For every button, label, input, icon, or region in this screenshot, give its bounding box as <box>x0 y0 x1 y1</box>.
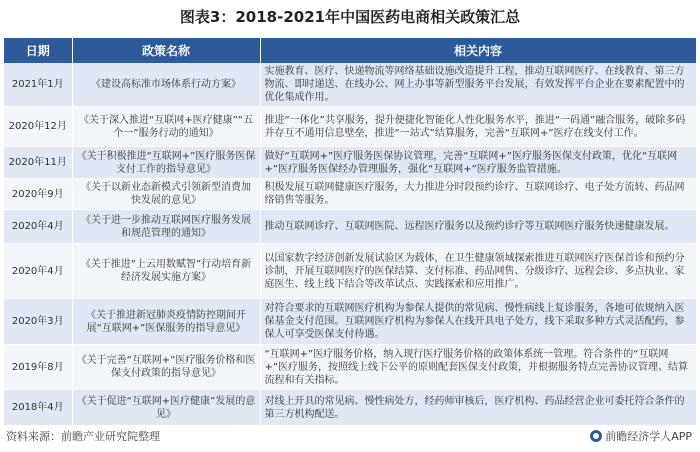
brand-name: 前瞻经济学人APP <box>605 430 692 443</box>
row-policy-name: 《关于完善“互联网+”医疗服务价格和医保支付政策的指导意见》 <box>72 345 260 390</box>
row-policy-name: 《关于促进“互联网+医疗健康”发展的意见》 <box>72 390 260 426</box>
row-date: 2020年3月 <box>4 299 72 345</box>
row-date: 2020年4月 <box>4 244 72 299</box>
table-header-row <box>4 38 696 63</box>
page-title: 图表3：2018-2021年中国医药电商相关政策汇总 <box>179 8 521 26</box>
source-note: 资料来源：前瞻产业研究院整理 <box>6 430 160 443</box>
table-row <box>4 390 696 426</box>
row-policy-name: 《关于深入推进“互联网+医疗健康”“五个一”服务行动的通知》 <box>72 107 260 147</box>
table-row <box>4 244 696 299</box>
row-content: 推进“一体化”共享服务，提升便捷化智能化人性化服务水平，推进“一码通”融合服务，破除多码并存互不通用信息壁垒，推进“一站式”结算服务，完善“互联网+”医疗在线支付工作。 <box>260 107 696 147</box>
qianzhan-logo-icon <box>590 430 602 442</box>
row-content: “互联网+”医疗服务价格，纳入现行医疗服务价格的政策体系统一管理。符合条件的“互联网+”医疗服务，按照线上线下公平的原则配套医保支付政策，并根据服务特点完善协议管理、结算流程和有关指标。 <box>260 345 696 390</box>
row-date: 2020年12月 <box>4 107 72 147</box>
row-content: 对线上开具的常见病、慢性病处方，经药师审核后，医疗机构、药品经营企业可委托符合条件的第三方机构配送。 <box>260 390 696 426</box>
row-date: 2019年8月 <box>4 345 72 390</box>
row-policy-name: 《关于以新业态新模式引领新型消费加快发展的意见》 <box>72 179 260 210</box>
row-date: 2020年11月 <box>4 147 72 179</box>
row-policy-name: 《关于推进新冠肺炎疫情防控期间开展“互联网+”医保服务的指导意见》 <box>72 299 260 345</box>
table-row <box>4 210 696 244</box>
table-row <box>4 345 696 390</box>
row-date: 2020年4月 <box>4 210 72 244</box>
header-policy-name: 政策名称 <box>72 38 260 63</box>
row-policy-name: 《关于进一步推动互联网医疗服务发展和规范管理的通知》 <box>72 210 260 244</box>
row-content: 实施教育、医疗、快递物流等网络基础设施改造提升工程，推动互联网医疗、在线教育、第三方物流、即时递送、在线办公、网上办事等新型服务平台发展，有效发挥平台企业在要素配置中的优化集成作用。 <box>260 63 696 107</box>
row-content: 以国家数字经济创新发展试验区为载体，在卫生健康领域探索推进互联网医疗医保首诊和预约分诊制，开展互联网医疗的医保结算、支付标准、药品网售、分级诊疗、远程会诊、多点执业、家庭医生、线上线下结合等改革试点、实践探索和应用推广。 <box>260 244 696 299</box>
header-content: 相关内容 <box>260 38 696 63</box>
table-row <box>4 63 696 107</box>
policy-table <box>4 38 697 426</box>
row-policy-name: 《建设高标准市场体系行动方案》 <box>72 63 260 107</box>
brand-credit <box>590 428 692 444</box>
row-date: 2018年4月 <box>4 390 72 426</box>
row-content: 推动互联网诊疗、互联网医院、远程医疗服务以及预约诊疗等互联网医疗服务快速健康发展。 <box>260 210 696 244</box>
table-row <box>4 299 696 345</box>
row-content: 做好“互联网+”医疗服务医保协议管理，完善“互联网+”医疗服务医保支付政策，优化“互联网+”医疗服务医保经办管理服务，强化“互联网+”医疗服务监管措施。 <box>260 147 696 179</box>
header-date: 日期 <box>4 38 72 63</box>
row-date: 2020年9月 <box>4 179 72 210</box>
table-row <box>4 107 696 147</box>
table-row <box>4 179 696 210</box>
table-row <box>4 147 696 179</box>
row-content: 对符合要求的互联网医疗机构为参保人提供的常见病、慢性病线上复诊服务，各地可依规纳入医保基金支付范围。互联网医疗机构为参保人在线开具电子处方，线下采取多种方式灵活配药，参保人可享受医保支付待遇。 <box>260 299 696 345</box>
row-content: 积极发展互联网健康医疗服务，大力推进分时段预约诊疗、互联网诊疗、电子处方流转、药品网络销售等服务。 <box>260 179 696 210</box>
row-date: 2021年1月 <box>4 63 72 107</box>
row-policy-name: 《关于积极推进“互联网+”医疗服务医保支付工作的指导意见》 <box>72 147 260 179</box>
row-policy-name: 《关于推进“上云用数赋智”行动培育新经济发展实施方案》 <box>72 244 260 299</box>
